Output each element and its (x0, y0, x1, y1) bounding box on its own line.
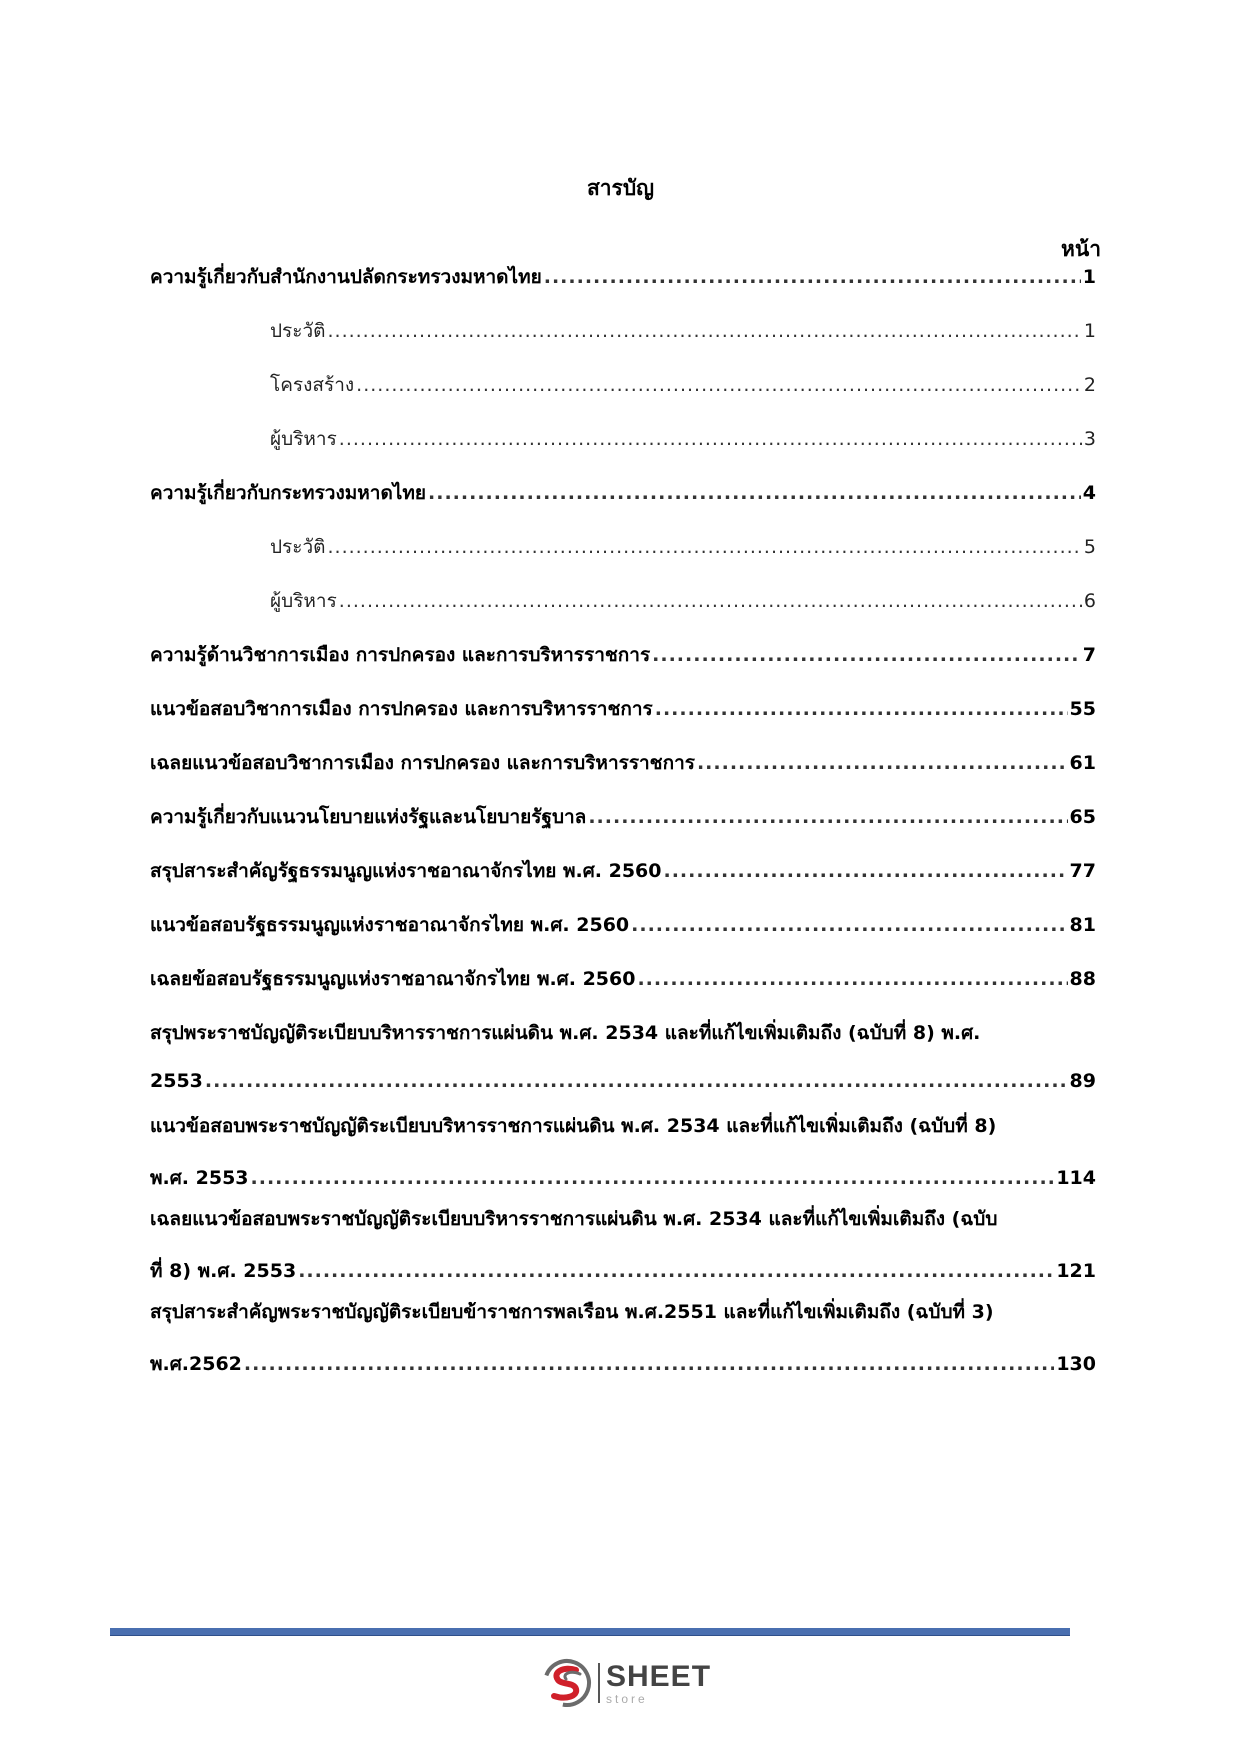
toc-page-number: 81 (1069, 914, 1096, 936)
toc-entry-text: โครงสร้าง (270, 374, 355, 396)
logo-sub-text: store (606, 1691, 648, 1706)
toc-entry-text: แนวข้อสอบวิชาการเมือง การปกครอง และการบริหารราชการ (150, 698, 653, 720)
toc-page-number: 121 (1056, 1260, 1096, 1282)
toc-entry[interactable] (150, 748, 1096, 778)
toc-page-number: 130 (1056, 1353, 1096, 1375)
toc-entry-text: 2553 (150, 1070, 203, 1092)
logo-wordmark (606, 1659, 712, 1706)
dot-leader (298, 1260, 1054, 1282)
toc-entry-text: ความรู้เกี่ยวกับสำนักงานปลัดกระทรวงมหาดไทย (150, 266, 542, 288)
toc-entry[interactable] (150, 1204, 1096, 1286)
toc-page-number: 6 (1083, 590, 1096, 612)
dot-leader (327, 536, 1081, 558)
toc-entry-text: พ.ศ.2562 (150, 1353, 242, 1375)
sheet-store-logo (540, 1655, 711, 1711)
toc-sub-entry[interactable] (270, 424, 1096, 454)
toc-page-number: 77 (1069, 860, 1096, 882)
footer-divider (110, 1628, 1070, 1636)
toc-page-number: 88 (1069, 968, 1096, 990)
toc-page-number: 1 (1082, 266, 1096, 288)
dot-leader (428, 482, 1081, 504)
dot-leader (339, 590, 1082, 612)
toc-entry-text: ความรู้เกี่ยวกับแนวนโยบายแห่งรัฐและนโยบายรัฐบาล (150, 806, 587, 828)
toc-entry-text: เฉลยข้อสอบรัฐธรรมนูญแห่งราชอาณาจักรไทย พ.ศ. 2560 (150, 968, 636, 990)
dot-leader (663, 860, 1067, 882)
toc-entry[interactable] (150, 262, 1096, 292)
toc-page-number: 89 (1069, 1070, 1096, 1092)
dot-leader (251, 1167, 1055, 1189)
dot-leader (655, 698, 1068, 720)
toc-entry[interactable] (150, 694, 1096, 724)
toc-entry-text: ผู้บริหาร (270, 428, 337, 450)
dot-leader (339, 428, 1082, 450)
toc-sub-entry[interactable] (270, 370, 1096, 400)
logo-main-text: SHEET (606, 1659, 712, 1693)
toc-entry-text: พ.ศ. 2553 (150, 1167, 249, 1189)
dot-leader (588, 806, 1067, 828)
toc-entry-text-line1: สรุปพระราชบัญญัติระเบียบบริหารราชการแผ่นดิน พ.ศ. 2534 และที่แก้ไขเพิ่มเติมถึง (ฉบับที่ 8) พ.ศ. (150, 1022, 981, 1044)
toc-entry-text-line1: แนวข้อสอบพระราชบัญญัติระเบียบบริหารราชการแผ่นดิน พ.ศ. 2534 และที่แก้ไขเพิ่มเติมถึง (ฉบับที่ 8) (150, 1115, 997, 1137)
toc-entry-text-line1: เฉลยแนวข้อสอบพระราชบัญญัติระเบียบบริหารราชการแผ่นดิน พ.ศ. 2534 และที่แก้ไขเพิ่มเติมถึง (ฉบับ (150, 1208, 998, 1230)
toc-entry-text: ความรู้ด้านวิชาการเมือง การปกครอง และการบริหารราชการ (150, 644, 651, 666)
toc-entry[interactable] (150, 1297, 1096, 1379)
toc-sub-entry[interactable] (270, 316, 1096, 346)
toc-page-number: 1 (1083, 320, 1096, 342)
toc-entry-text: ประวัติ (270, 320, 326, 342)
toc-entry-text: ความรู้เกี่ยวกับกระทรวงมหาดไทย (150, 482, 427, 504)
dot-leader (637, 968, 1067, 990)
toc-entry-text: ที่ 8) พ.ศ. 2553 (150, 1260, 297, 1282)
dot-leader (244, 1353, 1054, 1375)
logo-separator (598, 1663, 600, 1703)
toc-entry[interactable] (150, 802, 1096, 832)
toc-entry[interactable] (150, 640, 1096, 670)
toc-sub-entry[interactable] (270, 532, 1096, 562)
toc-page-number: 55 (1069, 698, 1096, 720)
toc-page-number: 114 (1056, 1167, 1096, 1189)
page-title: สารบัญ (586, 176, 655, 200)
toc-page-number: 7 (1082, 644, 1096, 666)
toc-page-number: 5 (1083, 536, 1096, 558)
toc-entry-text: เฉลยแนวข้อสอบวิชาการเมือง การปกครอง และการบริหารราชการ (150, 752, 695, 774)
dot-leader (205, 1070, 1068, 1092)
dot-leader (631, 914, 1067, 936)
dot-leader (544, 266, 1081, 288)
dot-leader (356, 374, 1082, 396)
page-column-heading: หน้า (1061, 237, 1101, 261)
sheet-store-logo-icon (540, 1658, 594, 1708)
toc-entry[interactable] (150, 910, 1096, 940)
toc-entry[interactable] (150, 964, 1096, 994)
dot-leader (327, 320, 1081, 342)
toc-entry-text: ผู้บริหาร (270, 590, 337, 612)
toc-page-number: 65 (1069, 806, 1096, 828)
toc-page-number: 4 (1082, 482, 1096, 504)
toc-entry-text: แนวข้อสอบรัฐธรรมนูญแห่งราชอาณาจักรไทย พ.ศ. 2560 (150, 914, 630, 936)
dot-leader (697, 752, 1068, 774)
toc-entry[interactable] (150, 478, 1096, 508)
toc-page-number: 61 (1069, 752, 1096, 774)
toc-entry-text: ประวัติ (270, 536, 326, 558)
dot-leader (652, 644, 1081, 666)
toc-entry[interactable] (150, 856, 1096, 886)
toc-page-number: 3 (1083, 428, 1096, 450)
toc-entry[interactable] (150, 1111, 1096, 1193)
toc-entry[interactable] (150, 1018, 1096, 1100)
toc-sub-entry[interactable] (270, 586, 1096, 616)
toc-entry-text-line1: สรุปสาระสำคัญพระราชบัญญัติระเบียบข้าราชการพลเรือน พ.ศ.2551 และที่แก้ไขเพิ่มเติมถึง (ฉบับที่ 3) (150, 1301, 994, 1323)
toc-entry-text: สรุปสาระสำคัญรัฐธรรมนูญแห่งราชอาณาจักรไทย พ.ศ. 2560 (150, 860, 662, 882)
toc-page-number: 2 (1083, 374, 1096, 396)
